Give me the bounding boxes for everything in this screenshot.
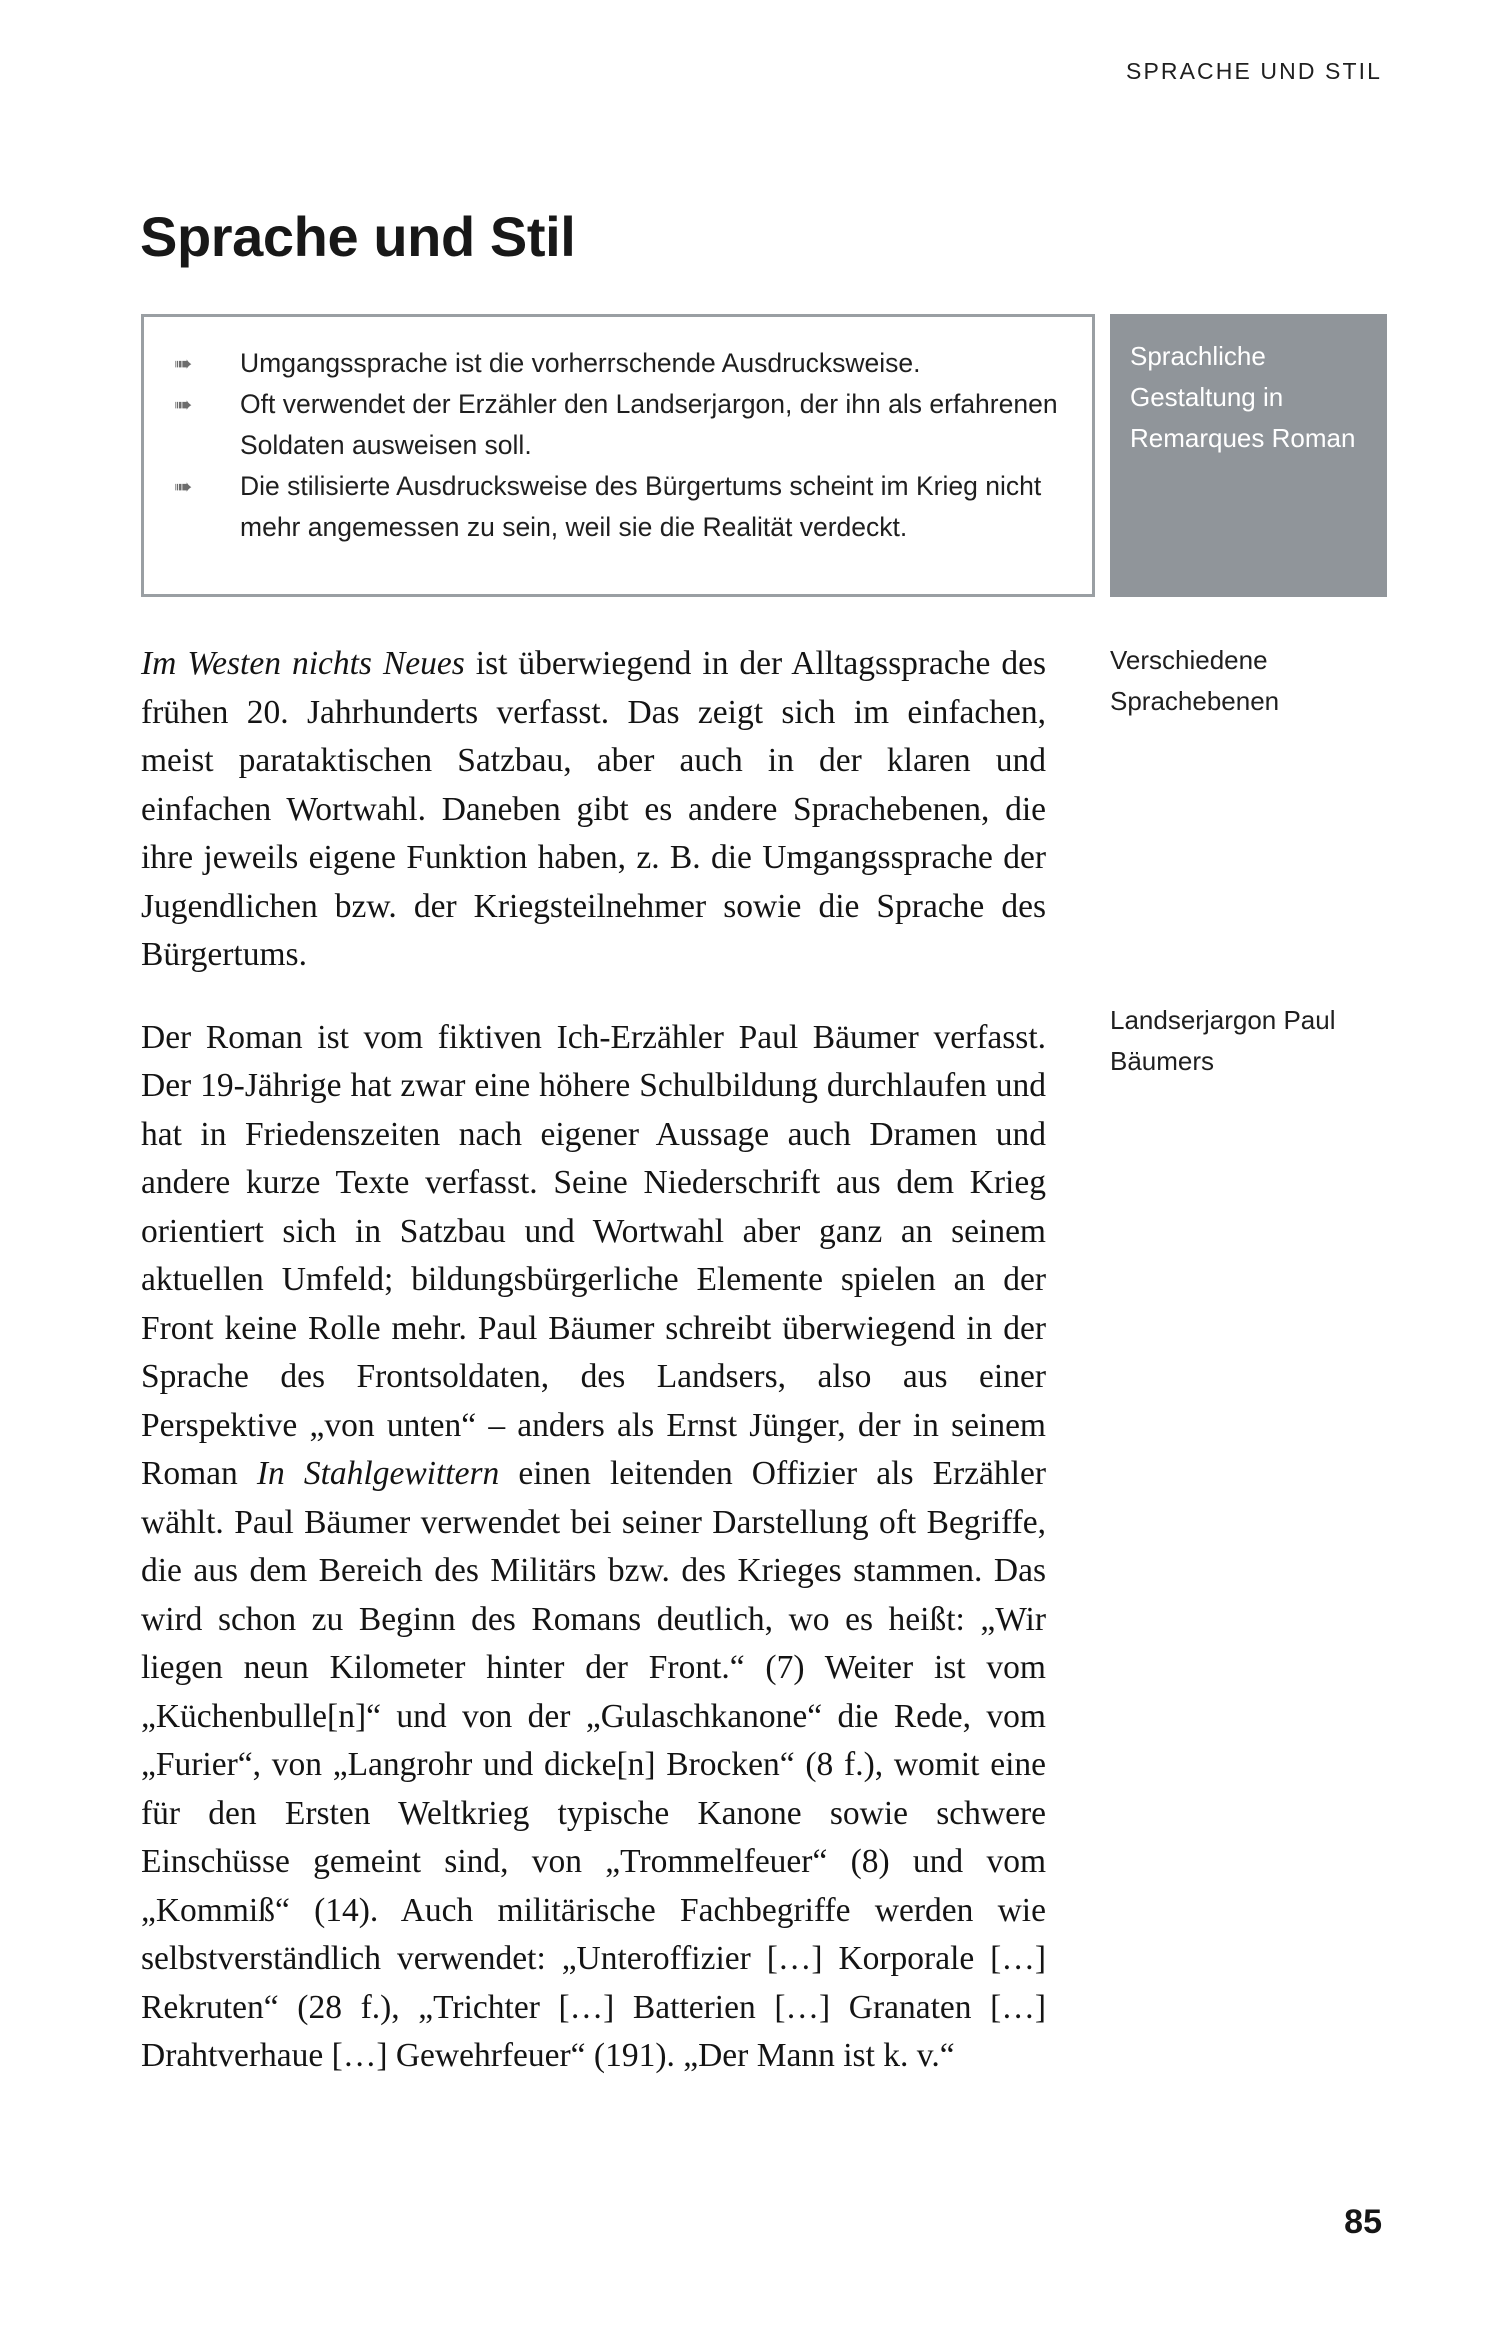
running-head: SPRACHE UND STIL: [1126, 58, 1382, 84]
list-item: [168, 384, 1066, 466]
summary-item-text: Umgangssprache ist die vorherrschende Ausdrucksweise.: [240, 348, 921, 378]
summary-item-text: Oft verwendet der Erzähler den Landserjargon, der ihn als erfahrenen Soldaten ausweisen soll.: [240, 389, 1058, 460]
text-run: einen leitenden Offizier als Erzähler wählt. Paul Bäumer verwendet bei seiner Darstellung oft Begriffe, die aus dem Bereich des Militärs bzw. des Krieges stammen. Das wird schon zu Beginn des Romans deutlich, wo es heißt: „Wir liegen neun Kilometer hinter der Front.“ (7) Weiter ist vom „Küchenbulle[n]“ und von der „Gulaschkanone“ die Rede, vom „Furier“, von „Langrohr und dicke[n] Brocken“ (8 f.), womit eine für den Ersten Weltkrieg typische Kanone sowie schwere Einschüsse gemeint sind, von „Trommelfeuer“ (8) und vom „Kommiß“ (14). Auch militärische Fachbegriffe werden wie selbstverständlich verwendet: „Unteroffizier […] Korporale […] Rekruten“ (28 f.), „Trichter […] Batterien […] Granaten […] Drahtverhaue […] Gewehrfeuer“ (191). „Der Mann ist k. v.“: [141, 1455, 1047, 2074]
dashed-arrow-right-icon: ➠: [174, 392, 193, 417]
paragraph: [141, 1014, 1046, 2081]
list-item: [168, 343, 1066, 384]
text-run: Der Roman ist vom fiktiven Ich-Erzähler Paul Bäumer verfasst. Der 19-Jährige hat zwar eine höhere Schulbildung durchlaufen und hat in Friedenszeiten nach eigener Aussage auch Dramen und andere kurze Texte verfasst. Seine Niederschrift aus dem Krieg orientiert sich in Satzbau und Wortwahl aber ganz an seinem aktuellen Umfeld; bildungsbürgerliche Elemente spielen an der Front keine Rolle mehr. Paul Bäumer schreibt überwiegend in der Sprache des Frontsoldaten, des Landsers, also aus einer Perspektive „von unten“ – anders als Ernst Jünger, der in seinem Roman: [141, 1018, 1046, 1492]
italic-title: Im Westen nichts Neues: [141, 645, 465, 682]
page-title: Sprache und Stil: [140, 204, 576, 268]
page-number: 85: [1344, 2203, 1382, 2241]
summary-box: [141, 314, 1095, 597]
italic-title: In Stahlgewittern: [256, 1455, 500, 1492]
paragraph: [141, 640, 1046, 980]
summary-list: [144, 317, 1092, 548]
gray-info-box-label: Sprachliche Gestaltung in Remarques Roman: [1130, 341, 1356, 453]
gray-info-box: [1110, 314, 1387, 597]
summary-item-text: Die stilisierte Ausdrucksweise des Bürgertums scheint im Krieg nicht mehr angemessen zu sein, weil sie die Realität verdeckt.: [240, 471, 1042, 542]
margin-note: Verschiedene Sprachebenen: [1110, 645, 1280, 716]
dashed-arrow-right-icon: ➠: [174, 474, 193, 499]
text-run: ist überwiegend in der Alltagssprache des frühen 20. Jahrhunderts verfasst. Das zeigt sich im einfachen, meist parataktischen Satzbau, aber auch in der klaren und einfachen Wortwahl. Daneben gibt es andere Sprachebenen, die ihre jeweils eigene Funktion haben, z. B. die Umgangssprache der Jugendlichen bzw. der Kriegsteilnehmer sowie die Sprache des Bürgertums.: [141, 645, 1046, 973]
dashed-arrow-right-icon: ➠: [174, 351, 193, 376]
margin-note: Landserjargon Paul Bäumers: [1110, 1005, 1336, 1076]
body-text-column: [141, 640, 1046, 2081]
list-item: [168, 466, 1066, 548]
